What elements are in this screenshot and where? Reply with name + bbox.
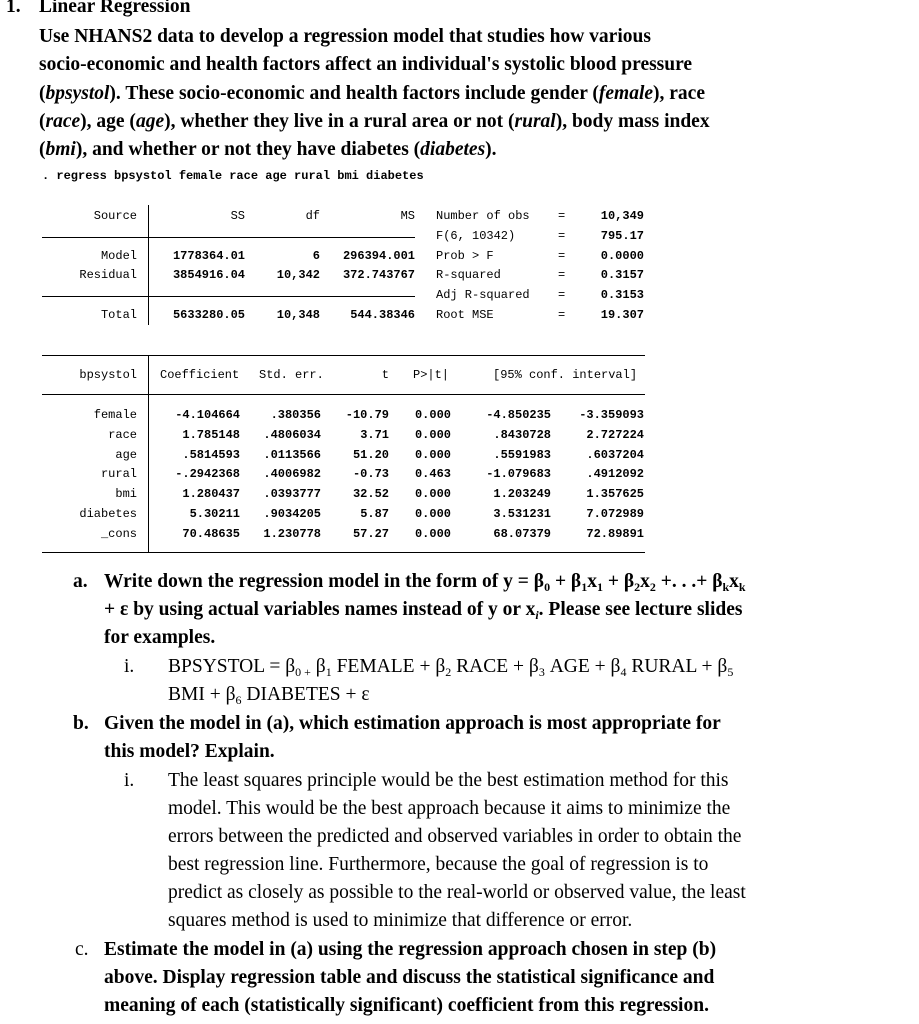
anova-rule-bottom: [42, 296, 415, 297]
coef-cell-lo: -1.079683: [486, 467, 551, 482]
coef-cell-p: 0.000: [414, 507, 451, 521]
coef-cell-t: 51.20: [352, 447, 389, 462]
fit-stat-label: Adj R-squared: [436, 288, 530, 302]
coef-cell-hi: 1.357625: [586, 487, 644, 502]
intro-line-3: (bpsystol). These socio-economic and health factors include gender (female), race: [39, 82, 705, 104]
coef-cell-coef: 5.30211: [189, 507, 240, 521]
anova-row-df: 10,348: [276, 308, 320, 322]
intro-paragraph: [39, 23, 839, 164]
coef-cell-coef: 1.785148: [182, 427, 240, 442]
coef-cell-lo: 1.203249: [493, 487, 551, 502]
question-c-line: Estimate the model in (a) using the regression approach chosen in step (b): [104, 939, 717, 960]
coef-cell-t: 3.71: [360, 427, 389, 442]
anova-rule-top: [42, 237, 415, 238]
fit-stat-value: 19.307: [600, 308, 644, 322]
fit-stat-eq: =: [558, 308, 566, 322]
coef-cell-se: .0113566: [263, 447, 321, 462]
coef-cell-se: .4006982: [263, 467, 321, 482]
anova-vertical-rule: [148, 205, 149, 325]
coef-cell-se: .0393777: [263, 487, 321, 502]
anova-row-ms: 296394.001: [342, 249, 415, 263]
anova-header-ms: MS: [400, 209, 415, 223]
coef-header-t: t: [381, 368, 389, 382]
coef-cell-se: 1.230778: [263, 526, 321, 541]
fit-stat-eq: =: [558, 268, 566, 282]
section-number: 1.: [6, 0, 21, 17]
coef-cell-lo: .5591983: [493, 447, 551, 462]
coef-cell-coef: .5814593: [182, 447, 240, 462]
coef-cell-p: 0.000: [414, 487, 451, 502]
coef-cell-coef: -4.104664: [175, 408, 240, 422]
anova-header-source: Source: [93, 209, 137, 223]
coef-cell-coef: 70.48635: [182, 526, 240, 541]
coef-cell-t: -0.73: [352, 467, 389, 482]
coef-cell-se: .380356: [270, 408, 321, 422]
coef-cell-var: female: [93, 408, 137, 422]
coef-cell-hi: 72.89891: [586, 526, 644, 541]
anova-row-source: Model: [100, 249, 137, 263]
coef-header-var: bpsystol: [79, 368, 137, 382]
fit-stat-eq: =: [558, 249, 566, 263]
anova-row-df: 6: [312, 249, 320, 263]
coef-cell-lo: -4.850235: [486, 408, 551, 422]
fit-stat-value: 0.0000: [600, 249, 644, 263]
fit-stat-eq: =: [558, 229, 566, 243]
answer-b-line: errors between the predicted and observed variables in order to obtain the: [168, 826, 742, 847]
coef-rule-bottom: [42, 552, 645, 553]
question-a-label: a.: [73, 571, 88, 592]
fit-stat-value: 0.3157: [600, 268, 644, 282]
anova-header-df: df: [305, 209, 320, 223]
stata-command: . regress bpsystol female race age rural bmi diabetes: [42, 169, 424, 183]
answer-b-line: The least squares principle would be the best estimation method for this: [168, 770, 729, 791]
fit-stat-value: 0.3153: [600, 288, 644, 302]
question-c-line: above. Display regression table and discuss the statistical significance and: [104, 967, 715, 988]
question-a-line-1: Write down the regression model in the form of $y = \beta_0 + \beta_1x_1 + \beta_2x_2$ +. . .+ $\beta_kx_k$: [104, 571, 746, 594]
coef-cell-hi: 2.727224: [586, 427, 644, 442]
fit-stat-label: Prob > F: [436, 249, 494, 263]
question-c-label: c.: [75, 939, 89, 960]
coef-cell-se: .4806034: [263, 427, 321, 442]
coef-cell-t: 32.52: [352, 487, 389, 502]
anova-row-source: Total: [100, 308, 137, 322]
question-a-line-2: + ε by using actual variables names instead of y or $x_i$. Please see lecture slides: [104, 599, 743, 622]
coef-cell-t: 57.27: [352, 526, 389, 541]
anova-row-source: Residual: [79, 268, 137, 282]
coef-rule-header: [42, 394, 645, 395]
coef-cell-lo: 3.531231: [493, 507, 551, 521]
anova-header-ss: SS: [230, 209, 245, 223]
coef-header-p: P>|t|: [413, 368, 450, 382]
intro-line-5: (bmi), and whether or not they have diabetes (diabetes).: [39, 139, 497, 161]
fit-stat-eq: =: [558, 209, 566, 223]
fit-stat-label: R-squared: [436, 268, 501, 282]
fit-stat-label: Root MSE: [436, 308, 494, 322]
intro-line-2: socio-economic and health factors affect an individual's systolic blood pressure: [39, 54, 693, 76]
coef-cell-hi: -3.359093: [579, 408, 644, 422]
coef-cell-t: -10.79: [345, 408, 389, 422]
coef-cell-lo: .8430728: [493, 427, 551, 442]
coef-cell-var: race: [108, 427, 137, 442]
answer-b-line: best regression line. Furthermore, because the goal of regression is to: [168, 854, 709, 875]
answer-a-label: i.: [124, 656, 135, 677]
coef-cell-p: 0.000: [414, 408, 451, 422]
question-b-label: b.: [73, 713, 89, 734]
coef-cell-hi: 7.072989: [586, 507, 644, 521]
anova-row-ss: 5633280.05: [172, 308, 245, 322]
coef-header-ci: [95% conf. interval]: [493, 368, 638, 382]
question-a-line-3: for examples.: [104, 627, 216, 648]
anova-row-ms: 372.743767: [342, 268, 415, 282]
coef-cell-p: 0.463: [414, 467, 451, 482]
coef-header-se: Std. err.: [259, 368, 324, 382]
coef-vertical-rule: [148, 356, 149, 552]
coef-cell-var: rural: [100, 467, 137, 482]
section-title: Linear Regression: [39, 0, 191, 17]
answer-b-label: i.: [124, 770, 135, 791]
anova-row-df: 10,342: [276, 268, 320, 282]
coef-header-coef: Coefficient: [160, 368, 240, 382]
fit-stat-value: 795.17: [600, 229, 644, 243]
answer-a-line-1: BPSYSTOL = $\beta_{0 +}$ $\beta_1$ FEMALE + $\beta_2$ RACE + $\beta_3$ AGE + $\beta_4$ RURAL + $\beta_5$: [168, 656, 734, 679]
fit-stat-label: Number of obs: [436, 209, 530, 223]
fit-stat-label: F(6, 10342): [436, 229, 516, 243]
coef-cell-coef: -.2942368: [175, 467, 240, 482]
fit-stat-eq: =: [558, 288, 566, 302]
anova-row-ss: 3854916.04: [172, 268, 245, 282]
coef-cell-var: age: [115, 447, 137, 462]
answer-b-line: predict as closely as possible to the real-world or observed value, the least: [168, 882, 746, 903]
coef-cell-coef: 1.280437: [182, 487, 240, 502]
coef-cell-var: diabetes: [79, 507, 137, 521]
coef-cell-p: 0.000: [414, 427, 451, 442]
answer-a-line-2: BMI + $\beta_6$ DIABETES + ε: [168, 684, 370, 707]
coef-cell-t: 5.87: [360, 507, 389, 521]
coef-cell-p: 0.000: [414, 447, 451, 462]
answer-b-line: squares method is used to minimize that difference or error.: [168, 910, 633, 931]
coef-cell-var: bmi: [115, 487, 137, 502]
question-b-line-1: Given the model in (a), which estimation approach is most appropriate for: [104, 713, 721, 734]
intro-line-4: (race), age (age), whether they live in a rural area or not (rural), body mass index: [39, 110, 710, 132]
coef-rule-top: [42, 355, 645, 356]
question-b-line-2: this model? Explain.: [104, 741, 275, 762]
anova-row-ss: 1778364.01: [172, 249, 245, 263]
answer-b-line: model. This would be the best approach because it aims to minimize the: [168, 798, 731, 819]
intro-line-1: Use NHANS2 data to develop a regression model that studies how various: [39, 26, 651, 47]
coef-cell-p: 0.000: [414, 526, 451, 541]
coef-cell-hi: .6037204: [586, 447, 644, 462]
fit-stat-value: 10,349: [600, 209, 644, 223]
coef-cell-var: _cons: [100, 526, 137, 541]
question-c-line: meaning of each (statistically significant) coefficient from this regression.: [104, 995, 709, 1016]
coef-cell-se: .9034205: [263, 507, 321, 521]
coef-cell-lo: 68.07379: [493, 526, 551, 541]
anova-row-ms: 544.38346: [350, 308, 415, 322]
coef-cell-hi: .4912092: [586, 467, 644, 482]
